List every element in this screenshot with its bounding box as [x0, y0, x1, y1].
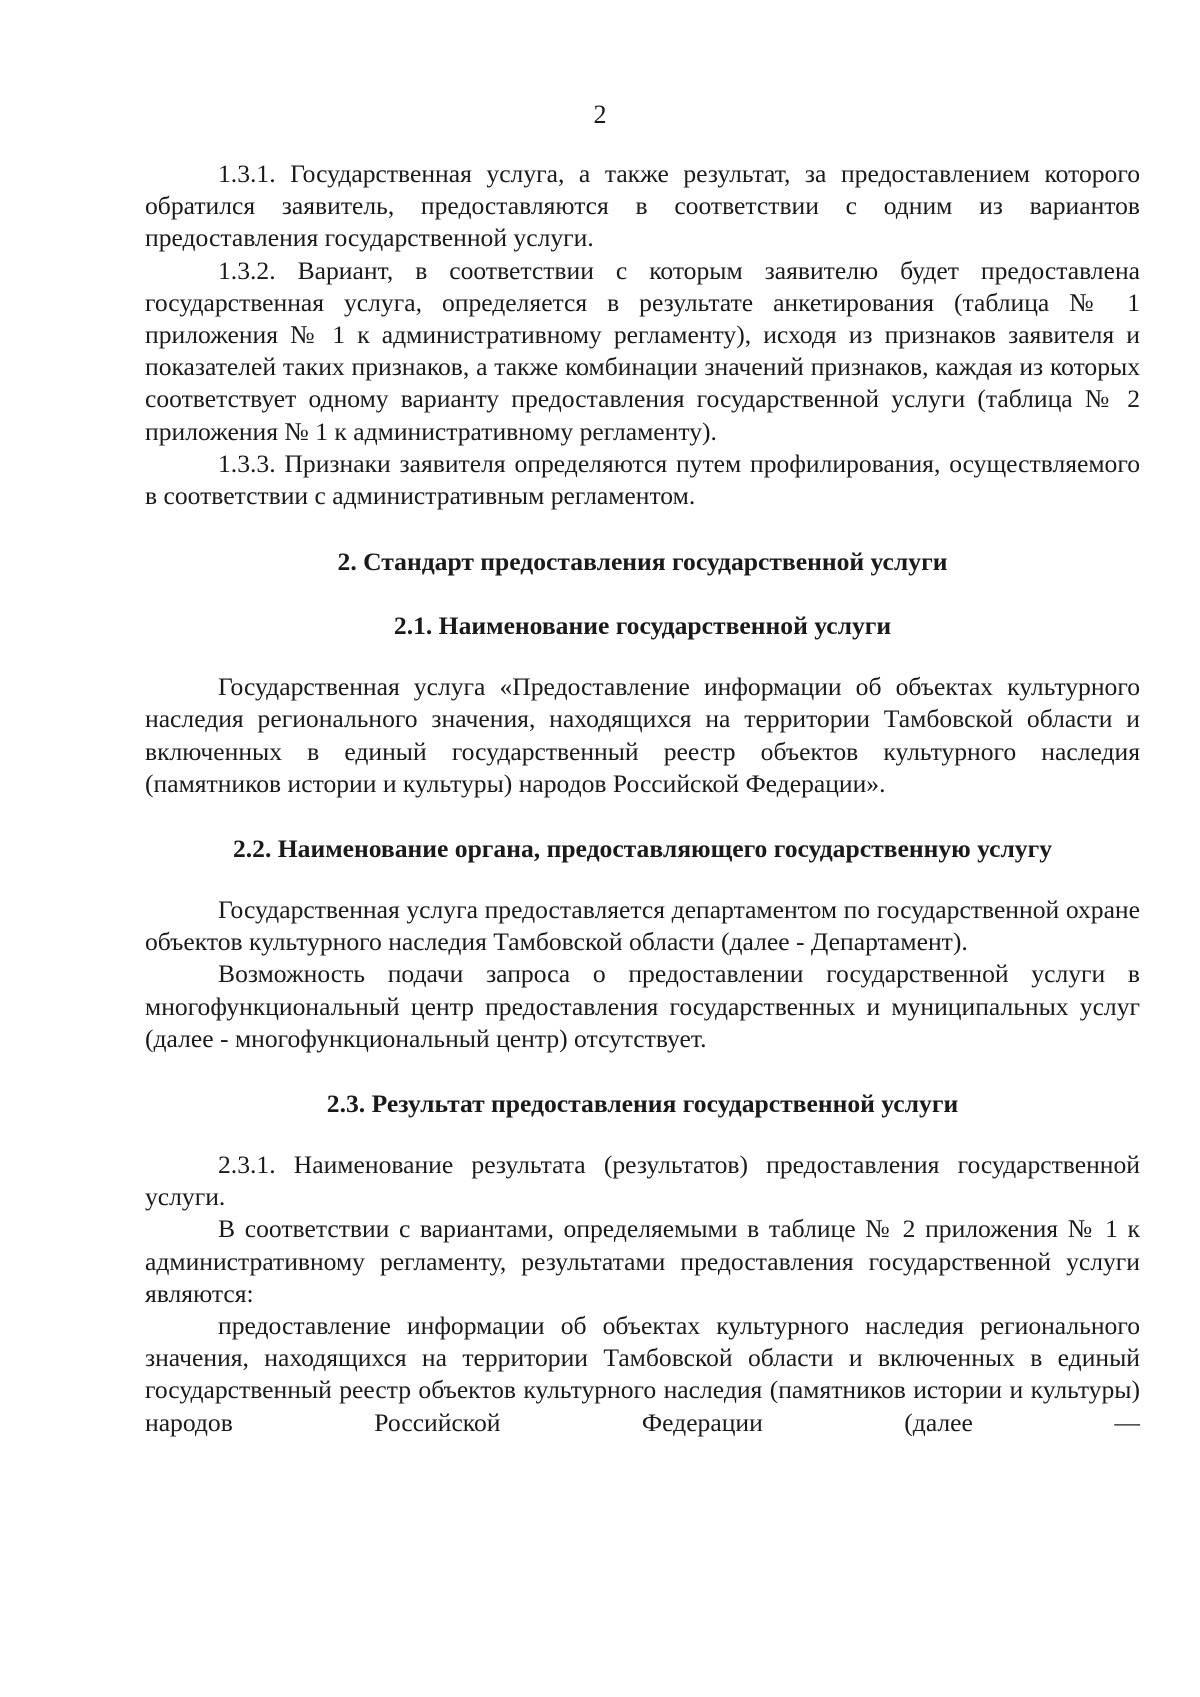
paragraph-1-3-2: 1.3.2. Вариант, в соответствии с которым заявителю будет предоставлена государственная услуга, определяется в результате анкетирования (таблица № 1 приложения № 1 к административному регламенту), исходя из признаков заявителя и показателей таких признаков, а также комбинации значений признаков, каждая из которых соответствует одному варианту предоставления государственной услуги (таблица № 2 приложения № 1 к административному регламенту).: [145, 255, 1140, 446]
paragraph-1-3-1: 1.3.1. Государственная услуга, а также результат, за предоставлением которого обратился заявитель, предоставляются в соответствии с одним из вариантов предоставления государственной услуги.: [145, 159, 1140, 253]
section-2-1-heading: 2.1. Наименование государственной услуги: [393, 611, 892, 641]
page-number: 2: [593, 100, 607, 129]
paragraph-2-3-1: 2.3.1. Наименование результата (результатов) предоставления государственной услуги.: [145, 1150, 1140, 1212]
section-2-heading: 2. Стандарт предоставления государственной услуги: [337, 547, 948, 577]
section-2-3-heading: 2.3. Результат предоставления государственной услуги: [326, 1089, 959, 1119]
paragraph-2-3-result: предоставление информации об объектах культурного наследия регионального значения, находящихся на территории Тамбовской области и включенных в единый государственный реестр объектов культурного наследия (памятников истории и культуры) народов Российской Федерации (далее —: [145, 1311, 1140, 1437]
section-2-2-heading: 2.2. Наименование органа, предоставляющего государственную услугу: [232, 834, 1053, 864]
paragraph-1-3-3: 1.3.3. Признаки заявителя определяются путем профилирования, осуществляемого в соответствии с административным регламентом.: [145, 448, 1140, 511]
document-body: [145, 158, 1140, 1439]
paragraph-2-2-mfc: Возможность подачи запроса о предоставлении государственной услуги в многофункциональный центр предоставления государственных и муниципальных услуг (далее - многофункциональный центр) отсутствует.: [145, 959, 1140, 1053]
paragraph-2-3-variants: В соответствии с вариантами, определяемыми в таблице № 2 приложения № 1 к административному регламенту, результатами предоставления государственной услуги являются:: [145, 1214, 1140, 1308]
paragraph-2-1-service-name: Государственная услуга «Предоставление информации об объектах культурного наследия регионального значения, находящихся на территории Тамбовской области и включенных в единый государственный реестр объектов культурного наследия (памятников истории и культуры) народов Российской Федерации».: [145, 672, 1140, 798]
paragraph-2-2-provider: Государственная услуга предоставляется департаментом по государственной охране объектов культурного наследия Тамбовской области (далее - Департамент).: [145, 895, 1140, 957]
